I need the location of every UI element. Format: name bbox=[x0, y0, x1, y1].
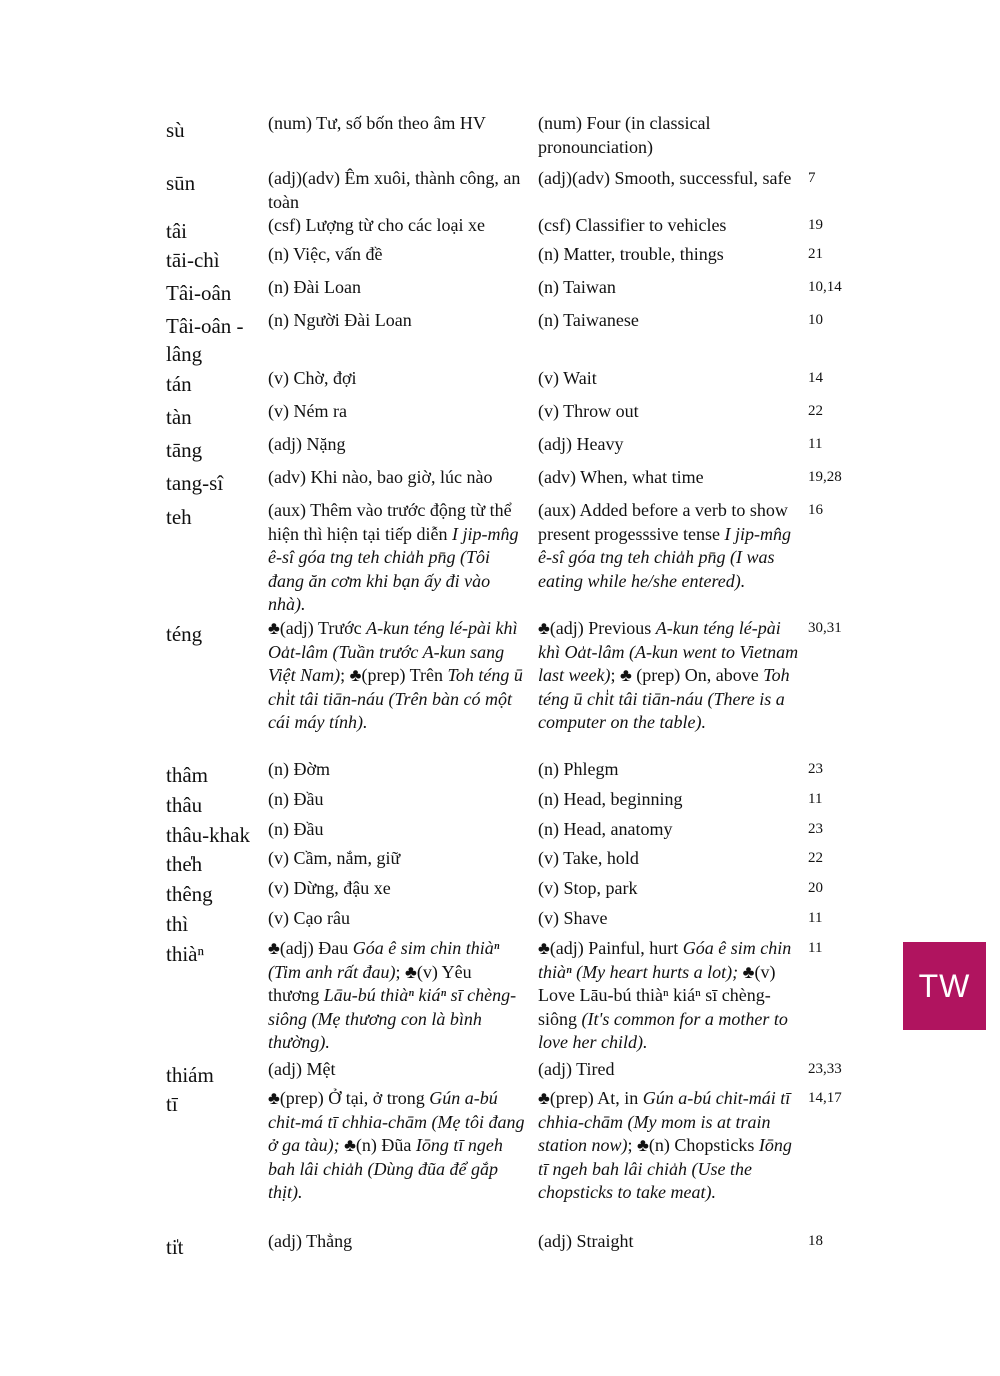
entry-lesson-ref: 14 bbox=[808, 370, 823, 386]
entry-term: thâu bbox=[166, 793, 203, 817]
entry-text-segment: Góa ê sim chin thiàⁿ (My heart hurts a lot); bbox=[538, 938, 792, 982]
entry-english: (adj) Tired bbox=[538, 1059, 615, 1079]
entry-english: (v) Stop, park bbox=[538, 878, 638, 898]
entry-term: tàn bbox=[166, 405, 192, 429]
entry-lesson-ref: 22 bbox=[808, 403, 823, 419]
entry-text-segment: ♣(adj) Previous bbox=[538, 618, 656, 638]
entry-term: tāi-chì bbox=[166, 248, 220, 272]
entry-vietnamese: (v) Chờ, đợi bbox=[268, 368, 357, 388]
entry-term: sù bbox=[166, 118, 185, 142]
entry-term: tâi bbox=[166, 219, 187, 243]
entry-english: (adj) Heavy bbox=[538, 434, 624, 454]
entry-vietnamese: (n) Đờm bbox=[268, 759, 331, 779]
entry-lesson-ref: 11 bbox=[808, 436, 823, 452]
entry-term: tang-sî bbox=[166, 471, 224, 495]
entry-vietnamese: (adj) Thẳng bbox=[268, 1231, 353, 1251]
entry-vietnamese: (v) Ném ra bbox=[268, 401, 347, 421]
entry-vietnamese: (n) Đài Loan bbox=[268, 277, 361, 297]
entry-text-segment: ♣(prep) Ở tại, ở trong bbox=[268, 1088, 430, 1108]
entry-english: (adj)(adv) Smooth, successful, safe bbox=[538, 168, 792, 188]
entry-term: téng bbox=[166, 622, 203, 646]
entry-english: (adj) Straight bbox=[538, 1231, 634, 1251]
entry-text-segment: Iōng tī ngeh bah lâi chia̍h (Dùng đũa để gắp thịt). bbox=[268, 1135, 503, 1202]
entry-vietnamese: (adj) Nặng bbox=[268, 434, 346, 454]
entry-lesson-ref: 11 bbox=[808, 940, 823, 956]
entry-vietnamese bbox=[268, 499, 526, 617]
entry-vietnamese: (n) Đầu bbox=[268, 819, 324, 839]
entry-vietnamese bbox=[268, 1087, 526, 1205]
entry-text-segment: ♣(adj) Trước bbox=[268, 618, 367, 638]
entry-vietnamese: (num) Tư, số bốn theo âm HV bbox=[268, 113, 486, 133]
entry-vietnamese: (adj)(adv) Êm xuôi, thành công, an toàn bbox=[268, 168, 521, 212]
entry-vietnamese: (adj) Mệt bbox=[268, 1059, 336, 1079]
entry-text-segment: Toh téng ū chi̍t tâi tiān-náu (Trên bàn có một cái máy tính). bbox=[268, 665, 523, 732]
entry-term: thiám bbox=[166, 1063, 214, 1087]
entry-term: tī bbox=[166, 1092, 178, 1116]
entry-english: (n) Taiwan bbox=[538, 277, 616, 297]
entry-text-segment: (It's common for a mother to love her child). bbox=[538, 1008, 788, 1052]
entry-text-segment: Toh téng ū chi̍t tâi tiān-náu (There is a computer on the table). bbox=[538, 665, 790, 732]
entry-text-segment: (aux) Added before a verb to show present progesssive tense bbox=[538, 500, 788, 544]
entry-term: the̍h bbox=[166, 852, 203, 876]
entry-vietnamese bbox=[268, 617, 526, 735]
entry-lesson-ref: 20 bbox=[808, 880, 823, 896]
entry-english bbox=[538, 1087, 806, 1205]
section-tab: TW bbox=[903, 942, 986, 1030]
entry-vietnamese: (adv) Khi nào, bao giờ, lúc nào bbox=[268, 467, 493, 487]
entry-text-segment: ♣(n) Đũa bbox=[339, 1135, 416, 1155]
entry-term: thâm bbox=[166, 763, 208, 787]
entry-text-segment: ; ♣ (prep) On, above bbox=[610, 665, 764, 685]
entry-lesson-ref: 21 bbox=[808, 246, 823, 262]
entry-term: tāng bbox=[166, 438, 203, 462]
entry-lesson-ref: 7 bbox=[808, 170, 816, 186]
entry-lesson-ref: 23 bbox=[808, 821, 823, 837]
entry-lesson-ref: 16 bbox=[808, 502, 823, 518]
entry-vietnamese: (v) Cầm, nắm, giữ bbox=[268, 848, 401, 868]
entry-english bbox=[538, 617, 806, 735]
entry-lesson-ref: 22 bbox=[808, 850, 823, 866]
entry-lesson-ref: 18 bbox=[808, 1233, 823, 1249]
entry-term: ti̍t bbox=[166, 1235, 184, 1259]
entry-lesson-ref: 23 bbox=[808, 761, 823, 777]
entry-english: (n) Phlegm bbox=[538, 759, 619, 779]
entry-text-segment: I jip-mn̂g ê-sî góa tng teh chia̍h pn̄g (I was eating while he/she entered). bbox=[538, 523, 791, 591]
entry-text-segment: Lāu-bú thiàⁿ kiáⁿ sī chèng-siông (Mẹ thương con là bình thường). bbox=[268, 985, 517, 1052]
entry-english: (n) Taiwanese bbox=[538, 310, 639, 330]
entry-text-segment: A-kun téng lé-pài khì Oa̍t-lâm (A-kun went to Vietnam last week) bbox=[538, 618, 799, 685]
entry-text-segment: Iōng tī ngeh bah lâi chia̍h (Use the chopsticks to take meat). bbox=[538, 1135, 792, 1202]
entry-term: thiàⁿ bbox=[166, 942, 205, 966]
entry-text-segment: I jip-mn̂g ê-sî góa tng teh chia̍h pn̄g (Tôi đang ăn cơm khi bạn ấy đi vào nhà). bbox=[268, 523, 519, 614]
entry-term: Tâi-oân -lâng bbox=[166, 314, 244, 366]
entry-term: Tâi-oân bbox=[166, 281, 232, 305]
entry-lesson-ref: 14,17 bbox=[808, 1090, 842, 1106]
entry-lesson-ref: 23,33 bbox=[808, 1061, 842, 1077]
entry-vietnamese: (n) Người Đài Loan bbox=[268, 310, 412, 330]
entry-text-segment: A-kun téng lé-pài khì Oa̍t-lâm (Tuần trước A-kun sang Việt Nam) bbox=[268, 618, 518, 685]
entry-text-segment: ♣(adj) Painful, hurt bbox=[538, 938, 683, 958]
entry-english: (adv) When, what time bbox=[538, 467, 704, 487]
entry-vietnamese: (v) Dừng, đậu xe bbox=[268, 878, 391, 898]
entry-lesson-ref: 10 bbox=[808, 312, 823, 328]
entry-text-segment: Gún a-bú chit-mái tī chhia-chām (My mom is at train station now) bbox=[538, 1088, 791, 1155]
entry-lesson-ref: 19,28 bbox=[808, 469, 842, 485]
entry-text-segment: Gún a-bú chit-má tī chhia-chām (Mẹ tôi đang ở ga tàu); bbox=[268, 1088, 525, 1155]
entry-english: (num) Four (in classical pronounciation) bbox=[538, 113, 711, 157]
entry-text-segment: (aux) Thêm vào trước động từ thể hiện thì hiện tại tiếp diễn bbox=[268, 500, 512, 544]
entry-term: thì bbox=[166, 912, 189, 936]
entry-text-segment: ; ♣(prep) Trên bbox=[340, 665, 448, 685]
entry-vietnamese: (v) Cạo râu bbox=[268, 908, 350, 928]
entry-text-segment: ♣(prep) At, in bbox=[538, 1088, 643, 1108]
entry-english: (n) Matter, trouble, things bbox=[538, 244, 724, 264]
entry-lesson-ref: 11 bbox=[808, 910, 823, 926]
entry-term: thêng bbox=[166, 882, 213, 906]
entry-lesson-ref: 30,31 bbox=[808, 620, 842, 636]
entry-english: (v) Take, hold bbox=[538, 848, 639, 868]
entry-english: (v) Wait bbox=[538, 368, 597, 388]
entry-english bbox=[538, 499, 806, 593]
entry-vietnamese: (csf) Lượng từ cho các loại xe bbox=[268, 215, 485, 235]
entry-term: tán bbox=[166, 372, 192, 396]
entry-text-segment: ♣(v) Love Lāu-bú thiàⁿ kiáⁿ sī chèng-siông bbox=[538, 961, 776, 1029]
entry-text-segment: ♣(adj) Đau bbox=[268, 938, 353, 958]
entry-vietnamese bbox=[268, 937, 526, 1055]
entry-term: thâu-khak bbox=[166, 823, 250, 847]
entry-term: sūn bbox=[166, 171, 196, 195]
entry-english: (n) Head, anatomy bbox=[538, 819, 673, 839]
entry-english: (n) Head, beginning bbox=[538, 789, 683, 809]
entry-english bbox=[538, 937, 806, 1055]
entry-lesson-ref: 10,14 bbox=[808, 279, 842, 295]
entry-english: (csf) Classifier to vehicles bbox=[538, 215, 727, 235]
entry-text-segment: ; ♣(v) Yêu thương bbox=[268, 961, 472, 1005]
entry-term: teh bbox=[166, 505, 192, 529]
entry-text-segment: Góa ê sim chin thiàⁿ (Tim anh rất đau) bbox=[268, 938, 500, 982]
entry-vietnamese: (n) Việc, vấn đề bbox=[268, 244, 383, 264]
entry-lesson-ref: 19 bbox=[808, 217, 823, 233]
entry-english: (v) Shave bbox=[538, 908, 608, 928]
entry-english: (v) Throw out bbox=[538, 401, 639, 421]
entry-vietnamese: (n) Đầu bbox=[268, 789, 324, 809]
entry-text-segment: ; ♣(n) Chopsticks bbox=[627, 1135, 759, 1155]
entry-lesson-ref: 11 bbox=[808, 791, 823, 807]
